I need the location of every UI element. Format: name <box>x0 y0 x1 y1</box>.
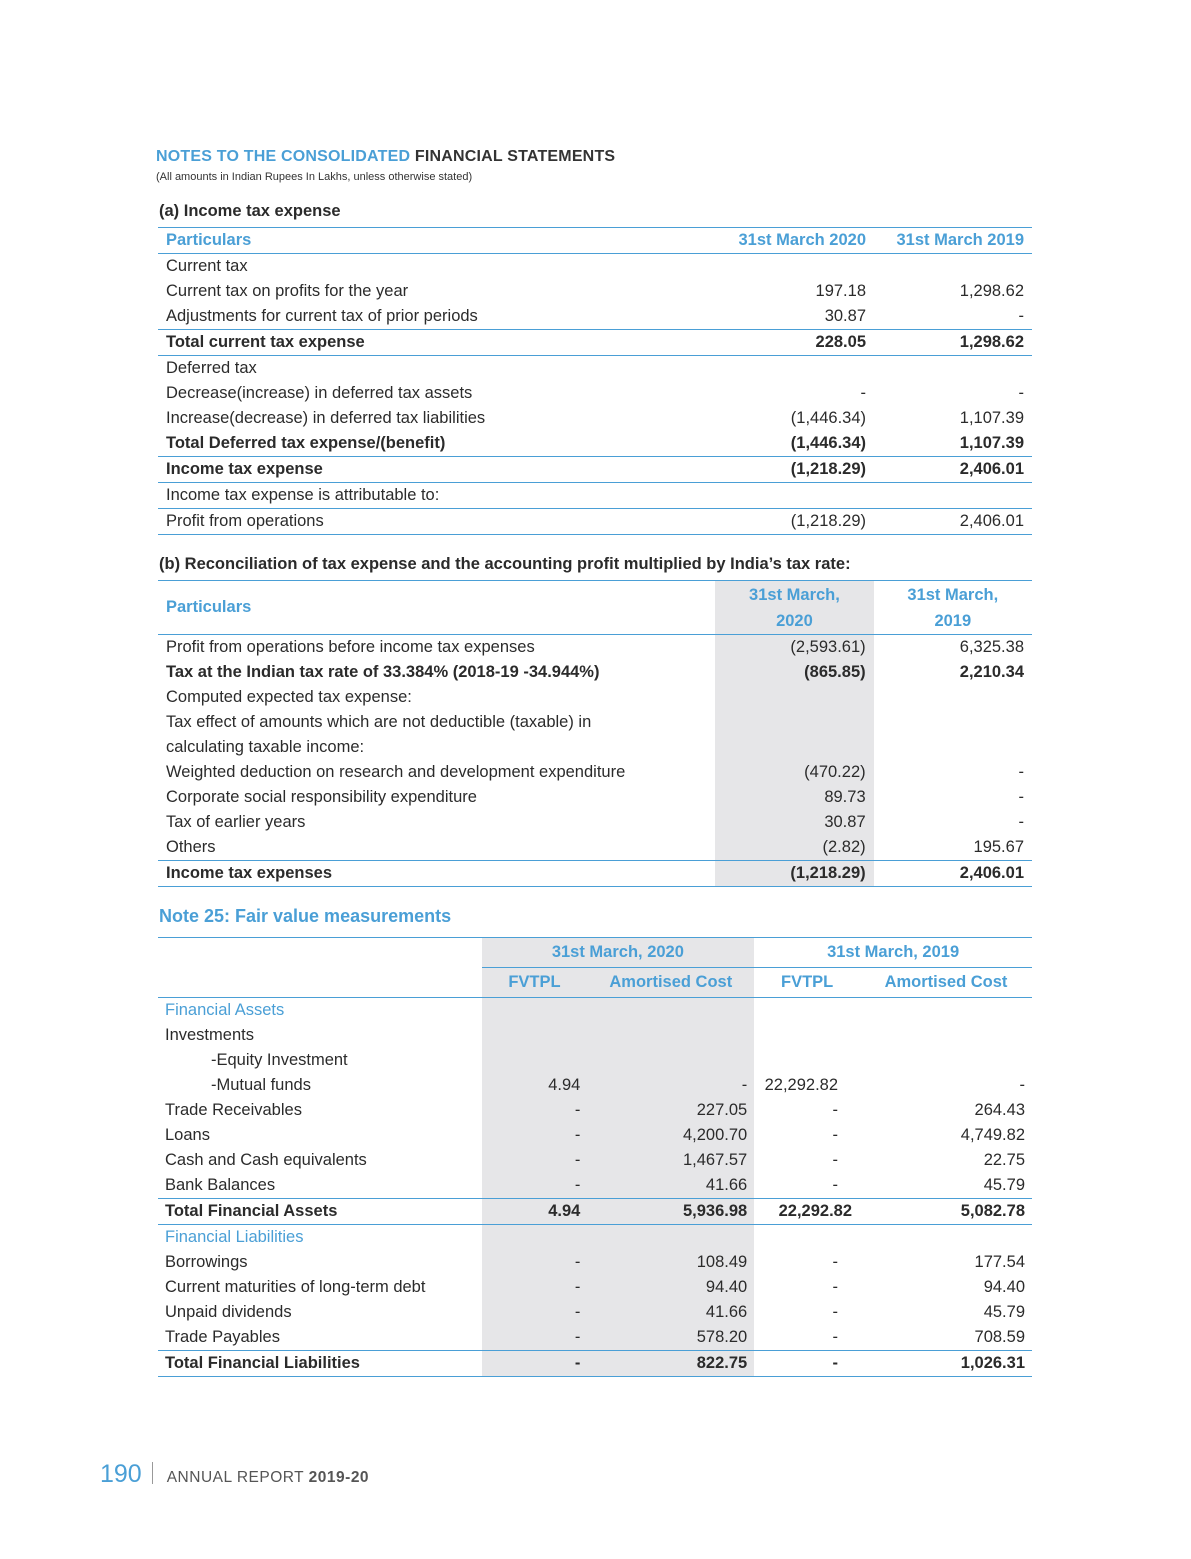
value-amortised-2020: 1,467.57 <box>587 1148 754 1173</box>
row-label: Income tax expense <box>166 460 323 478</box>
table-row <box>158 254 1032 280</box>
table-row <box>158 381 1032 406</box>
col-fvtpl-2019: FVTPL <box>781 973 834 991</box>
fair-value-table <box>158 937 1032 1377</box>
value-fvtpl-2020: - <box>482 1123 588 1148</box>
value-amortised-2020: 822.75 <box>587 1351 754 1377</box>
value-fvtpl-2020 <box>482 1225 588 1251</box>
table-row <box>158 431 1032 457</box>
row-label: Bank Balances <box>165 1176 276 1194</box>
col-2020 <box>715 581 873 635</box>
group-2019: 31st March, 2019 <box>754 938 1032 968</box>
value-fvtpl-2019 <box>754 998 860 1024</box>
value-2019: - <box>1018 788 1024 806</box>
value-fvtpl-2020: - <box>482 1148 588 1173</box>
table-row <box>158 1325 1032 1351</box>
table-row <box>158 1300 1032 1325</box>
value-amortised-2019 <box>860 1048 1032 1073</box>
value-fvtpl-2019: - <box>832 1328 839 1346</box>
page-subtitle: (All amounts in Indian Rupees In Lakhs, unless otherwise stated) <box>156 171 473 183</box>
value-amortised-2020: 94.40 <box>587 1275 754 1300</box>
value-amortised-2019 <box>860 998 1032 1024</box>
value-fvtpl-2019: - <box>832 1278 839 1296</box>
value-amortised-2020: 41.66 <box>587 1300 754 1325</box>
value-2020: (470.22) <box>715 760 873 785</box>
income-tax-expense-title: (a) Income tax expense <box>159 202 341 220</box>
table-row <box>158 330 1032 356</box>
value-fvtpl-2019: - <box>832 1354 839 1372</box>
value-fvtpl-2020: 4.94 <box>482 1073 588 1098</box>
value-2019: 1,298.62 <box>959 333 1024 351</box>
value-2020: (2,593.61) <box>715 635 873 661</box>
col-amortised-2019: Amortised Cost <box>884 973 1008 991</box>
row-label: Cash and Cash equivalents <box>165 1151 367 1169</box>
table-row <box>158 998 1032 1024</box>
value-2020 <box>715 685 873 710</box>
col-2020-line2: 2020 <box>776 611 813 630</box>
value-2020: (1,446.34) <box>790 409 866 427</box>
group-2020: 31st March, 2020 <box>482 938 755 968</box>
col-2019 <box>874 581 1032 635</box>
value-fvtpl-2020: - <box>482 1325 588 1351</box>
row-label: Total Financial Liabilities <box>165 1354 360 1372</box>
value-2019: 1,107.39 <box>959 409 1024 427</box>
report-label: ANNUAL REPORT <box>166 1469 309 1486</box>
value-fvtpl-2020 <box>482 998 588 1024</box>
table-row <box>158 356 1032 382</box>
table-header-row <box>158 968 1032 998</box>
table-row <box>158 1098 1032 1123</box>
reconciliation-title: (b) Reconciliation of tax expense and the accounting profit multiplied by India’s tax rate: <box>159 555 851 573</box>
row-label: Computed expected tax expense: <box>166 688 412 706</box>
value-amortised-2020: 578.20 <box>587 1325 754 1351</box>
col-amortised-2020: Amortised Cost <box>587 968 754 998</box>
table-row <box>158 304 1032 330</box>
table-row <box>158 660 1032 685</box>
table-row <box>158 1123 1032 1148</box>
row-label: Profit from operations before income tax expenses <box>166 638 535 656</box>
table-row <box>158 635 1032 661</box>
value-2019: - <box>1018 763 1024 781</box>
value-fvtpl-2019: 22,292.82 <box>778 1202 853 1220</box>
value-2019: 2,210.34 <box>959 663 1024 681</box>
table-row <box>158 457 1032 483</box>
value-amortised-2019: 45.79 <box>983 1176 1025 1194</box>
table-row <box>158 1225 1032 1251</box>
value-2020: 89.73 <box>715 785 873 810</box>
table-row <box>158 1073 1032 1098</box>
value-2019: 2,406.01 <box>959 864 1024 882</box>
value-amortised-2020: - <box>587 1073 754 1098</box>
table-header-row <box>158 228 1032 254</box>
value-amortised-2020: 108.49 <box>587 1250 754 1275</box>
value-fvtpl-2020 <box>482 1023 588 1048</box>
value-amortised-2020 <box>587 1225 754 1251</box>
value-2019 <box>874 356 1032 382</box>
row-label: calculating taxable income: <box>166 738 365 756</box>
value-2020: 228.05 <box>815 333 866 351</box>
value-2019: - <box>1018 813 1024 831</box>
value-2019: 1,107.39 <box>959 434 1024 452</box>
value-amortised-2019: 4,749.82 <box>960 1126 1025 1144</box>
value-2019: - <box>1018 384 1024 402</box>
value-2020: 197.18 <box>815 282 866 300</box>
table-row <box>158 861 1032 887</box>
row-label: Income tax expense is attributable to: <box>166 486 440 504</box>
report-year: 2019-20 <box>308 1469 370 1486</box>
reconciliation-table <box>158 580 1032 887</box>
row-label: Trade Payables <box>165 1328 280 1346</box>
value-amortised-2019 <box>860 1225 1032 1251</box>
value-amortised-2020 <box>587 1023 754 1048</box>
value-fvtpl-2019: - <box>832 1176 839 1194</box>
value-fvtpl-2019 <box>754 1023 860 1048</box>
col-2020: 31st March 2020 <box>738 231 866 249</box>
empty-header-cell <box>158 938 482 968</box>
value-amortised-2019: 708.59 <box>974 1328 1025 1346</box>
table-row <box>158 1275 1032 1300</box>
table-row <box>158 835 1032 861</box>
table-row <box>158 760 1032 785</box>
row-label: Adjustments for current tax of prior periods <box>166 307 478 325</box>
value-fvtpl-2020: - <box>482 1351 588 1377</box>
value-fvtpl-2020: - <box>482 1300 588 1325</box>
row-label: Deferred tax <box>166 359 257 377</box>
table-row <box>158 1173 1032 1199</box>
value-2019: - <box>1018 307 1024 325</box>
table-row <box>158 685 1032 710</box>
value-2019 <box>874 710 1032 735</box>
value-2020: (1,218.29) <box>790 460 866 478</box>
value-2020: (1,218.29) <box>715 861 873 887</box>
row-label: Loans <box>165 1126 210 1144</box>
table-row <box>158 1250 1032 1275</box>
value-2020: (1,218.29) <box>790 512 866 530</box>
value-2020: (1,446.34) <box>790 434 866 452</box>
value-amortised-2019: 45.79 <box>983 1303 1025 1321</box>
value-2019: 195.67 <box>973 838 1024 856</box>
table-row <box>158 1148 1032 1173</box>
value-fvtpl-2020: - <box>482 1098 588 1123</box>
value-amortised-2019: - <box>1019 1076 1025 1094</box>
col-2019: 31st March 2019 <box>896 231 1024 249</box>
col-2019-line2: 2019 <box>934 611 972 630</box>
row-label: Borrowings <box>165 1253 248 1271</box>
value-amortised-2019: 5,082.78 <box>960 1202 1025 1220</box>
value-fvtpl-2019: - <box>832 1126 839 1144</box>
value-2019 <box>874 483 1032 509</box>
value-2020: 30.87 <box>824 307 866 325</box>
row-label: Increase(decrease) in deferred tax liabilities <box>166 409 486 427</box>
value-amortised-2019: 264.43 <box>974 1101 1025 1119</box>
value-fvtpl-2020: - <box>482 1173 588 1199</box>
value-fvtpl-2020: 4.94 <box>482 1199 588 1225</box>
value-2020 <box>715 735 873 760</box>
value-fvtpl-2019: - <box>832 1303 839 1321</box>
value-2019: 6,325.38 <box>959 638 1024 656</box>
table-row <box>158 1023 1032 1048</box>
table-row <box>158 279 1032 304</box>
row-label: Tax at the Indian tax rate of 33.384% (2018-19 -34.944%) <box>166 663 600 681</box>
value-2019: 2,406.01 <box>959 512 1024 530</box>
value-2020: (865.85) <box>715 660 873 685</box>
row-label: Total Deferred tax expense/(benefit) <box>166 434 446 452</box>
row-label: -Equity Investment <box>211 1051 348 1069</box>
table-row <box>158 1199 1032 1225</box>
empty-header-cell <box>158 968 482 998</box>
page-footer <box>100 1460 369 1489</box>
value-fvtpl-2020: - <box>482 1275 588 1300</box>
value-amortised-2020 <box>587 1048 754 1073</box>
value-fvtpl-2020: - <box>482 1250 588 1275</box>
value-2019: 1,298.62 <box>959 282 1024 300</box>
value-amortised-2020: 4,200.70 <box>587 1123 754 1148</box>
row-label: -Mutual funds <box>211 1076 311 1094</box>
row-label: Unpaid dividends <box>165 1303 292 1321</box>
col-2019-line1: 31st March, <box>907 585 999 604</box>
row-label: Financial Liabilities <box>165 1228 304 1246</box>
value-2019 <box>874 735 1032 760</box>
row-label: Weighted deduction on research and development expenditure <box>166 763 626 781</box>
row-label: Current tax <box>166 257 248 275</box>
value-2020 <box>716 483 874 509</box>
value-2020 <box>716 356 874 382</box>
row-label: Tax of earlier years <box>166 813 306 831</box>
row-label: Trade Receivables <box>165 1101 302 1119</box>
row-label: Total current tax expense <box>166 333 365 351</box>
value-fvtpl-2019: - <box>832 1151 839 1169</box>
table-row <box>158 785 1032 810</box>
row-label: Current maturities of long-term debt <box>165 1278 426 1296</box>
value-amortised-2019: 22.75 <box>983 1151 1025 1169</box>
col-particulars: Particulars <box>166 598 252 616</box>
value-amortised-2020: 5,936.98 <box>587 1199 754 1225</box>
value-2020: 30.87 <box>715 810 873 835</box>
value-fvtpl-2019 <box>754 1225 860 1251</box>
value-2020: (2.82) <box>715 835 873 861</box>
page-number: 190 <box>100 1460 142 1488</box>
value-2020 <box>716 254 874 280</box>
row-label: Financial Assets <box>165 1001 285 1019</box>
col-fvtpl-2020: FVTPL <box>482 968 588 998</box>
row-label: Profit from operations <box>166 512 324 530</box>
value-fvtpl-2019: - <box>832 1101 839 1119</box>
table-row <box>158 509 1032 535</box>
value-amortised-2020: 227.05 <box>587 1098 754 1123</box>
row-label: Current tax on profits for the year <box>166 282 409 300</box>
table-row <box>158 406 1032 431</box>
value-amortised-2020 <box>587 998 754 1024</box>
col-particulars: Particulars <box>166 231 252 249</box>
table-group-header-row <box>158 938 1032 968</box>
value-amortised-2019 <box>860 1023 1032 1048</box>
row-label: Others <box>166 838 216 856</box>
value-2019: 2,406.01 <box>959 460 1024 478</box>
value-fvtpl-2019 <box>754 1048 860 1073</box>
value-fvtpl-2019: - <box>832 1253 839 1271</box>
table-row <box>158 1048 1032 1073</box>
value-fvtpl-2019: 22,292.82 <box>764 1076 839 1094</box>
value-2020 <box>715 710 873 735</box>
title-part-2: FINANCIAL STATEMENTS <box>410 148 616 165</box>
value-2020: - <box>860 384 866 402</box>
table-row <box>158 810 1032 835</box>
table-row <box>158 1351 1032 1377</box>
fair-value-title: Note 25: Fair value measurements <box>159 906 452 926</box>
value-2019 <box>874 254 1032 280</box>
title-part-1: NOTES TO THE CONSOLIDATED <box>156 148 411 165</box>
income-tax-expense-table <box>158 227 1032 535</box>
value-amortised-2019: 177.54 <box>974 1253 1025 1271</box>
value-fvtpl-2020 <box>482 1048 588 1073</box>
table-row <box>158 710 1032 735</box>
table-header-row <box>158 581 1032 635</box>
value-2019 <box>874 685 1032 710</box>
row-label: Tax effect of amounts which are not deductible (taxable) in <box>166 713 592 731</box>
table-row <box>158 483 1032 509</box>
row-label: Decrease(increase) in deferred tax assets <box>166 384 473 402</box>
value-amortised-2019: 1,026.31 <box>960 1354 1025 1372</box>
value-amortised-2020: 41.66 <box>587 1173 754 1199</box>
row-label: Corporate social responsibility expenditure <box>166 788 477 806</box>
row-label: Investments <box>165 1026 254 1044</box>
row-label: Income tax expenses <box>166 864 332 882</box>
col-2020-line1: 31st March, <box>749 585 840 604</box>
page-title <box>156 148 615 166</box>
value-amortised-2019: 94.40 <box>983 1278 1025 1296</box>
footer-divider <box>152 1462 153 1484</box>
row-label: Total Financial Assets <box>165 1202 338 1220</box>
table-row <box>158 735 1032 760</box>
